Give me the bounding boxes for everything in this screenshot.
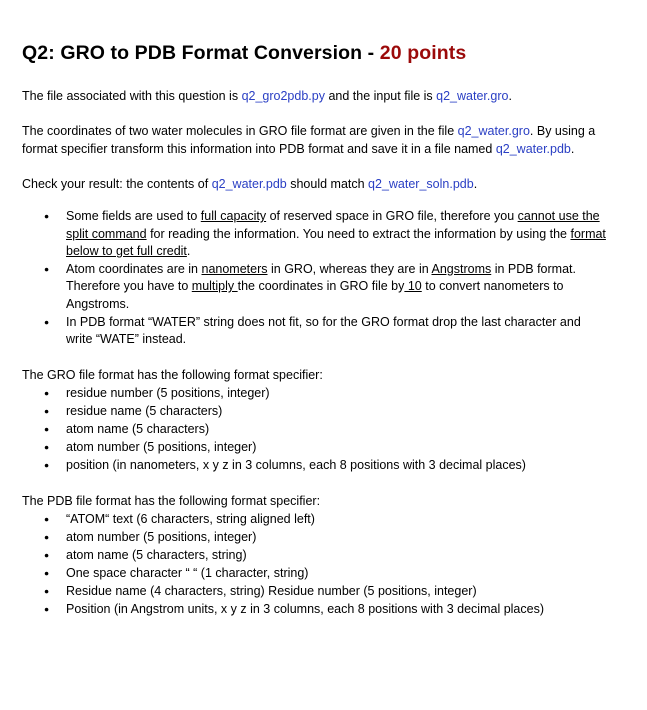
task-text: The coordinates of two water molecules in GRO file format are given in the file — [22, 124, 458, 138]
note-units: ● Atom coordinates are in nanometers in GRO, whereas they are in Angstroms in PDB format. Therefore you have to multiply the coordinates in GRO file by 10 to convert nanometers to Angstroms. — [66, 261, 606, 314]
pdb-format-list — [22, 510, 629, 618]
gro-format-list — [22, 384, 629, 474]
intro-text-2: and the input file is — [324, 89, 437, 103]
list-item: ● residue name (5 characters) — [66, 402, 629, 420]
points-label: 20 points — [379, 42, 467, 64]
task-text-2: . By using a format specifier transform this information into PDB format and save it in a file named — [22, 124, 596, 156]
check-paragraph — [22, 175, 629, 193]
question-title — [22, 40, 629, 66]
note-water-string: ● In PDB format “WATER” string does not fit, so for the GRO format drop the last character and write “WATE” instead. — [66, 314, 606, 349]
underline-format-below: format below to get full credit — [66, 226, 606, 259]
check-text-2: should match — [286, 177, 369, 191]
title-text: Q2: GRO to PDB Format Conversion - — [22, 42, 380, 64]
note-split-command: ● Some fields are used to full capacity of reserved space in GRO file, therefore you cannot use the split command for reading the information. You need to extract the information by using the format below to get full credit. — [66, 208, 606, 261]
intro-text: The file associated with this question is — [22, 89, 242, 103]
list-item: ● atom number (5 positions, integer) — [66, 528, 629, 546]
pdb-result-filename: q2_water.pdb — [211, 177, 287, 191]
pdb-format-intro: The PDB file format has the following format specifier: — [22, 493, 321, 508]
list-item: ● atom name (5 characters, string) — [66, 546, 629, 564]
list-item: ● Position (in Angstrom units, x y z in 3 columns, each 8 positions with 3 decimal places) — [66, 600, 629, 618]
gro-format-intro: The GRO file format has the following format specifier: — [22, 367, 323, 382]
pdb-output-filename: q2_water.pdb — [495, 142, 571, 156]
list-item: ● One space character “ “ (1 character, string) — [66, 564, 629, 582]
list-item: ● residue number (5 positions, integer) — [66, 384, 629, 402]
underline-multiply: multiply — [191, 279, 238, 294]
task-period: . — [570, 142, 575, 156]
input-filename: q2_water.gro — [436, 89, 509, 103]
underline-angstroms: Angstroms — [431, 261, 492, 276]
underline-nanometers: nanometers — [201, 261, 268, 276]
solution-filename: q2_water_soln.pdb — [368, 177, 474, 191]
intro-period: . — [508, 89, 512, 103]
check-period: . — [473, 177, 478, 191]
check-text: Check your result: the contents of — [22, 177, 212, 191]
notes-list — [22, 208, 629, 349]
underline-ten: 10 — [404, 279, 422, 294]
task-paragraph — [22, 122, 629, 158]
list-item: ● atom number (5 positions, integer) — [66, 438, 629, 456]
list-item: ● atom name (5 characters) — [66, 420, 629, 438]
underline-cannot-split: cannot use the split command — [66, 209, 600, 241]
intro-paragraph — [22, 87, 629, 105]
list-item: ● position (in nanometers, x y z in 3 columns, each 8 positions with 3 decimal places) — [66, 456, 629, 474]
script-filename: q2_gro2pdb.py — [241, 89, 325, 103]
list-item: ● Residue name (4 characters, string) Residue number (5 positions, integer) — [66, 582, 629, 600]
underline-full-capacity: full capacity — [200, 209, 267, 223]
gro-filename: q2_water.gro — [457, 124, 530, 138]
list-item: ● “ATOM“ text (6 characters, string aligned left) — [66, 510, 629, 528]
